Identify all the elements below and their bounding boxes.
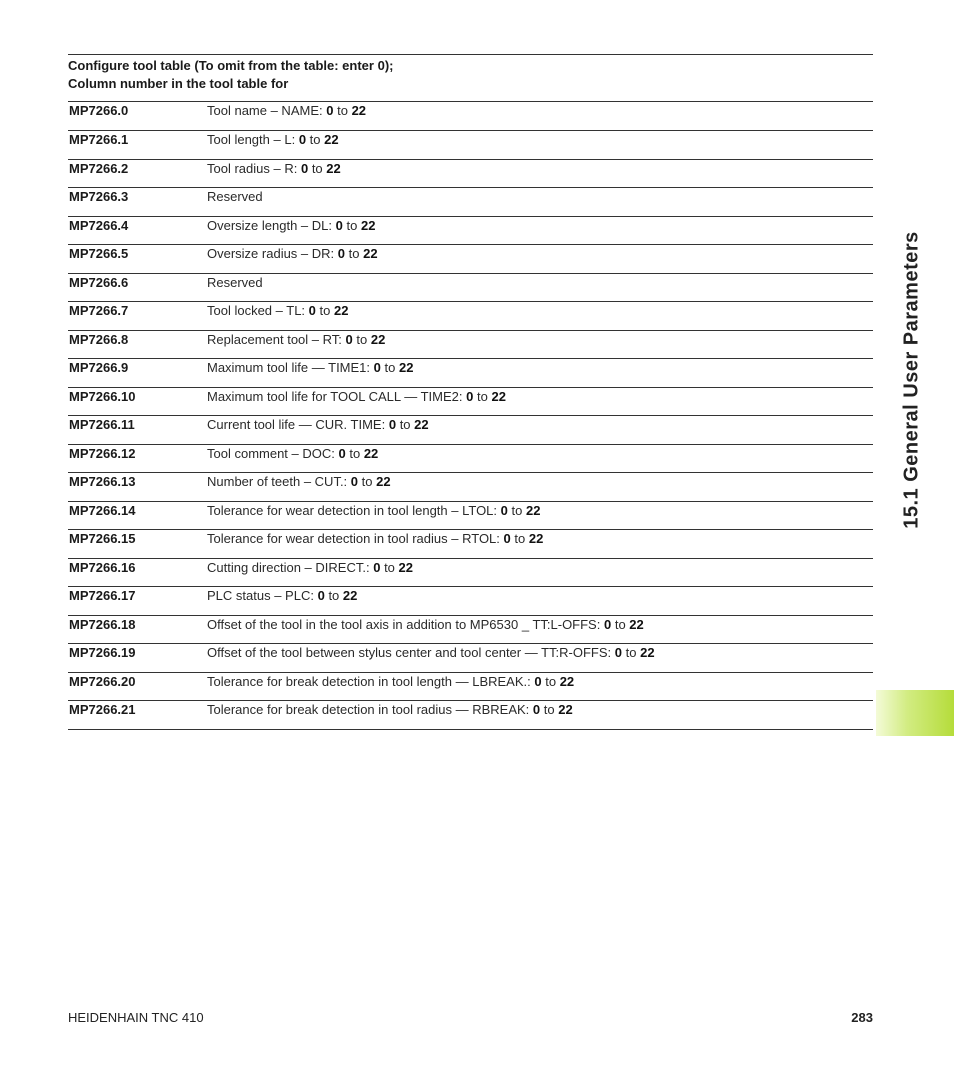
range-to: 22: [629, 616, 644, 632]
table-row: [68, 530, 873, 559]
range-to: 22: [326, 160, 341, 176]
parameter-id: MP7266.9: [69, 360, 129, 375]
range-to: 22: [376, 474, 391, 489]
table-row: [68, 587, 873, 616]
table-row: [68, 131, 873, 160]
range-word: to: [511, 502, 523, 518]
range-from: 0: [534, 673, 542, 689]
range-word: to: [545, 673, 557, 689]
range-word: to: [349, 445, 361, 461]
parameter-description: [206, 359, 873, 388]
range-from: 0: [335, 217, 343, 233]
range-from: 0: [373, 360, 381, 375]
parameter-id: MP7266.5: [69, 246, 129, 261]
range-to: 22: [398, 559, 413, 575]
range-from: 0: [373, 559, 381, 575]
chapter-tab-marker: [876, 690, 954, 736]
parameter-description-text: Maximum tool life — TIME1:: [207, 360, 371, 375]
footer-page-number: 283: [851, 1010, 873, 1025]
table-row: [68, 216, 873, 245]
range-to: 22: [360, 217, 376, 233]
range-to: 22: [640, 645, 655, 660]
parameter-description-text: Tolerance for wear detection in tool length – LTOL:: [207, 502, 498, 518]
parameter-description-text: Oversize length – DL:: [207, 217, 333, 233]
range-word: to: [543, 702, 555, 717]
range-from: 0: [388, 417, 397, 432]
parameter-id: MP7266.15: [69, 531, 136, 546]
range-to: 22: [334, 303, 349, 318]
parameter-id: MP7266.20: [69, 673, 136, 689]
parameter-id: MP7266.3: [69, 189, 129, 204]
parameter-section: [68, 54, 873, 730]
range-to: 22: [528, 531, 544, 546]
parameter-id: MP7266.13: [69, 474, 136, 489]
parameter-description-text: Tolerance for break detection in tool length — LBREAK.:: [207, 673, 531, 689]
parameter-description-text: Maximum tool life for TOOL CALL — TIME2:: [207, 388, 463, 404]
parameter-id: MP7266.18: [69, 616, 136, 632]
range-from: 0: [614, 645, 623, 660]
parameter-id: MP7266.14: [69, 502, 136, 518]
range-to: 22: [525, 502, 541, 518]
parameter-description-text: Tool locked – TL:: [207, 303, 306, 318]
parameter-description: [206, 587, 873, 616]
parameter-id: MP7266.8: [69, 331, 129, 347]
parameter-id: MP7266.19: [69, 645, 136, 660]
parameter-description-text: PLC status – PLC:: [207, 588, 314, 603]
parameter-description: [206, 188, 873, 217]
range-word: to: [319, 303, 331, 318]
parameter-description: [206, 330, 873, 359]
parameter-table-body: [68, 102, 873, 729]
range-from: 0: [532, 702, 541, 717]
parameter-description-text: Tool comment – DOC:: [207, 445, 335, 461]
table-row: [68, 330, 873, 359]
parameter-description: [206, 558, 873, 587]
range-to: 22: [370, 331, 386, 347]
range-from: 0: [326, 103, 334, 118]
range-word: to: [309, 132, 321, 147]
range-word: to: [399, 417, 411, 432]
parameter-description-text: Offset of the tool in the tool axis in addition to MP6530 _ TT:L-OFFS:: [207, 616, 601, 632]
range-word: to: [514, 531, 526, 546]
range-to: 22: [342, 588, 358, 603]
table-row: [68, 672, 873, 701]
table-row: [68, 473, 873, 502]
range-to: 22: [559, 673, 575, 689]
parameter-id: MP7266.17: [69, 588, 136, 603]
parameter-description-text: Number of teeth – CUT.:: [207, 474, 348, 489]
range-word: to: [348, 246, 360, 261]
table-row: [68, 159, 873, 188]
parameter-id: MP7266.4: [69, 217, 129, 233]
parameter-table: [68, 102, 873, 730]
range-from: 0: [298, 132, 307, 147]
range-from: 0: [503, 531, 511, 546]
parameter-description: [206, 245, 873, 274]
parameter-description: [206, 416, 873, 445]
parameter-description: [206, 444, 873, 473]
table-row: [68, 701, 873, 730]
parameter-description: [206, 216, 873, 245]
range-to: 22: [351, 103, 367, 118]
range-from: 0: [300, 160, 309, 176]
range-from: 0: [317, 588, 325, 603]
parameter-description-text: Tolerance for break detection in tool radius — RBREAK:: [207, 702, 530, 717]
parameter-description: [206, 387, 873, 416]
range-from: 0: [500, 502, 508, 518]
parameter-description: [206, 102, 873, 131]
parameter-id: MP7266.7: [69, 303, 129, 318]
parameter-description-text: Tool length – L:: [207, 132, 296, 147]
range-word: to: [361, 474, 373, 489]
parameter-description-text: Oversize radius – DR:: [207, 246, 335, 261]
chapter-side-title: 15.1 General User Parameters: [900, 231, 923, 529]
table-row: [68, 245, 873, 274]
parameter-id: MP7266.2: [69, 160, 129, 176]
footer-product: HEIDENHAIN TNC 410: [68, 1010, 204, 1025]
range-word: to: [384, 559, 395, 575]
parameter-id: MP7266.21: [69, 702, 136, 717]
table-row: [68, 188, 873, 217]
parameter-id: MP7266.12: [69, 445, 136, 461]
parameter-id: MP7266.10: [69, 388, 136, 404]
range-from: 0: [350, 474, 359, 489]
range-word: to: [614, 616, 626, 632]
parameter-description-text: Reserved: [207, 274, 263, 290]
parameter-description: [206, 615, 873, 644]
range-from: 0: [338, 445, 346, 461]
range-to: 22: [491, 388, 506, 404]
parameter-description-text: Tool radius – R:: [207, 160, 298, 176]
parameter-description-text: Reserved: [207, 189, 263, 204]
table-row: [68, 644, 873, 673]
table-row: [68, 273, 873, 302]
parameter-description-text: Replacement tool – RT:: [207, 331, 342, 347]
range-word: to: [477, 388, 488, 404]
table-row: [68, 444, 873, 473]
parameter-description: [206, 273, 873, 302]
parameter-description: [206, 473, 873, 502]
table-row: [68, 615, 873, 644]
parameter-description-text: Cutting direction – DIRECT.:: [207, 559, 370, 575]
parameter-description: [206, 644, 873, 673]
parameter-description: [206, 131, 873, 160]
table-row: [68, 558, 873, 587]
range-from: 0: [466, 388, 474, 404]
parameter-description: [206, 302, 873, 331]
range-word: to: [625, 645, 637, 660]
parameter-description-text: Tolerance for wear detection in tool radius – RTOL:: [207, 531, 500, 546]
table-row: [68, 302, 873, 331]
parameter-description: [206, 501, 873, 530]
parameter-id: MP7266.0: [69, 103, 129, 118]
header-line-2: Column number in the tool table for: [68, 76, 289, 91]
range-word: to: [337, 103, 348, 118]
parameter-description-text: Tool name – NAME:: [207, 103, 323, 118]
parameter-id: MP7266.11: [69, 417, 135, 432]
parameter-description: [206, 672, 873, 701]
parameter-id: MP7266.6: [69, 274, 129, 290]
range-from: 0: [308, 303, 316, 318]
range-word: to: [328, 588, 340, 603]
table-row: [68, 501, 873, 530]
range-to: 22: [398, 360, 414, 375]
parameter-description: [206, 530, 873, 559]
table-row: [68, 102, 873, 131]
parameter-id: MP7266.1: [69, 132, 129, 147]
parameter-id: MP7266.16: [69, 559, 136, 575]
section-header: [68, 54, 873, 102]
header-line-1: Configure tool table (To omit from the table: enter 0);: [68, 58, 394, 73]
table-row: [68, 416, 873, 445]
range-to: 22: [324, 132, 339, 147]
range-word: to: [311, 160, 323, 176]
range-from: 0: [603, 616, 612, 632]
table-row: [68, 387, 873, 416]
range-to: 22: [363, 246, 378, 261]
parameter-description-text: Current tool life — CUR. TIME:: [207, 417, 386, 432]
range-word: to: [356, 331, 368, 347]
range-from: 0: [345, 331, 353, 347]
table-row: [68, 359, 873, 388]
range-from: 0: [337, 246, 346, 261]
parameter-description-text: Offset of the tool between stylus center and tool center — TT:R-OFFS:: [207, 645, 612, 660]
range-word: to: [346, 217, 358, 233]
range-word: to: [384, 360, 396, 375]
parameter-description: [206, 159, 873, 188]
range-to: 22: [414, 417, 429, 432]
range-to: 22: [558, 702, 573, 717]
range-to: 22: [363, 445, 379, 461]
parameter-description: [206, 701, 873, 730]
